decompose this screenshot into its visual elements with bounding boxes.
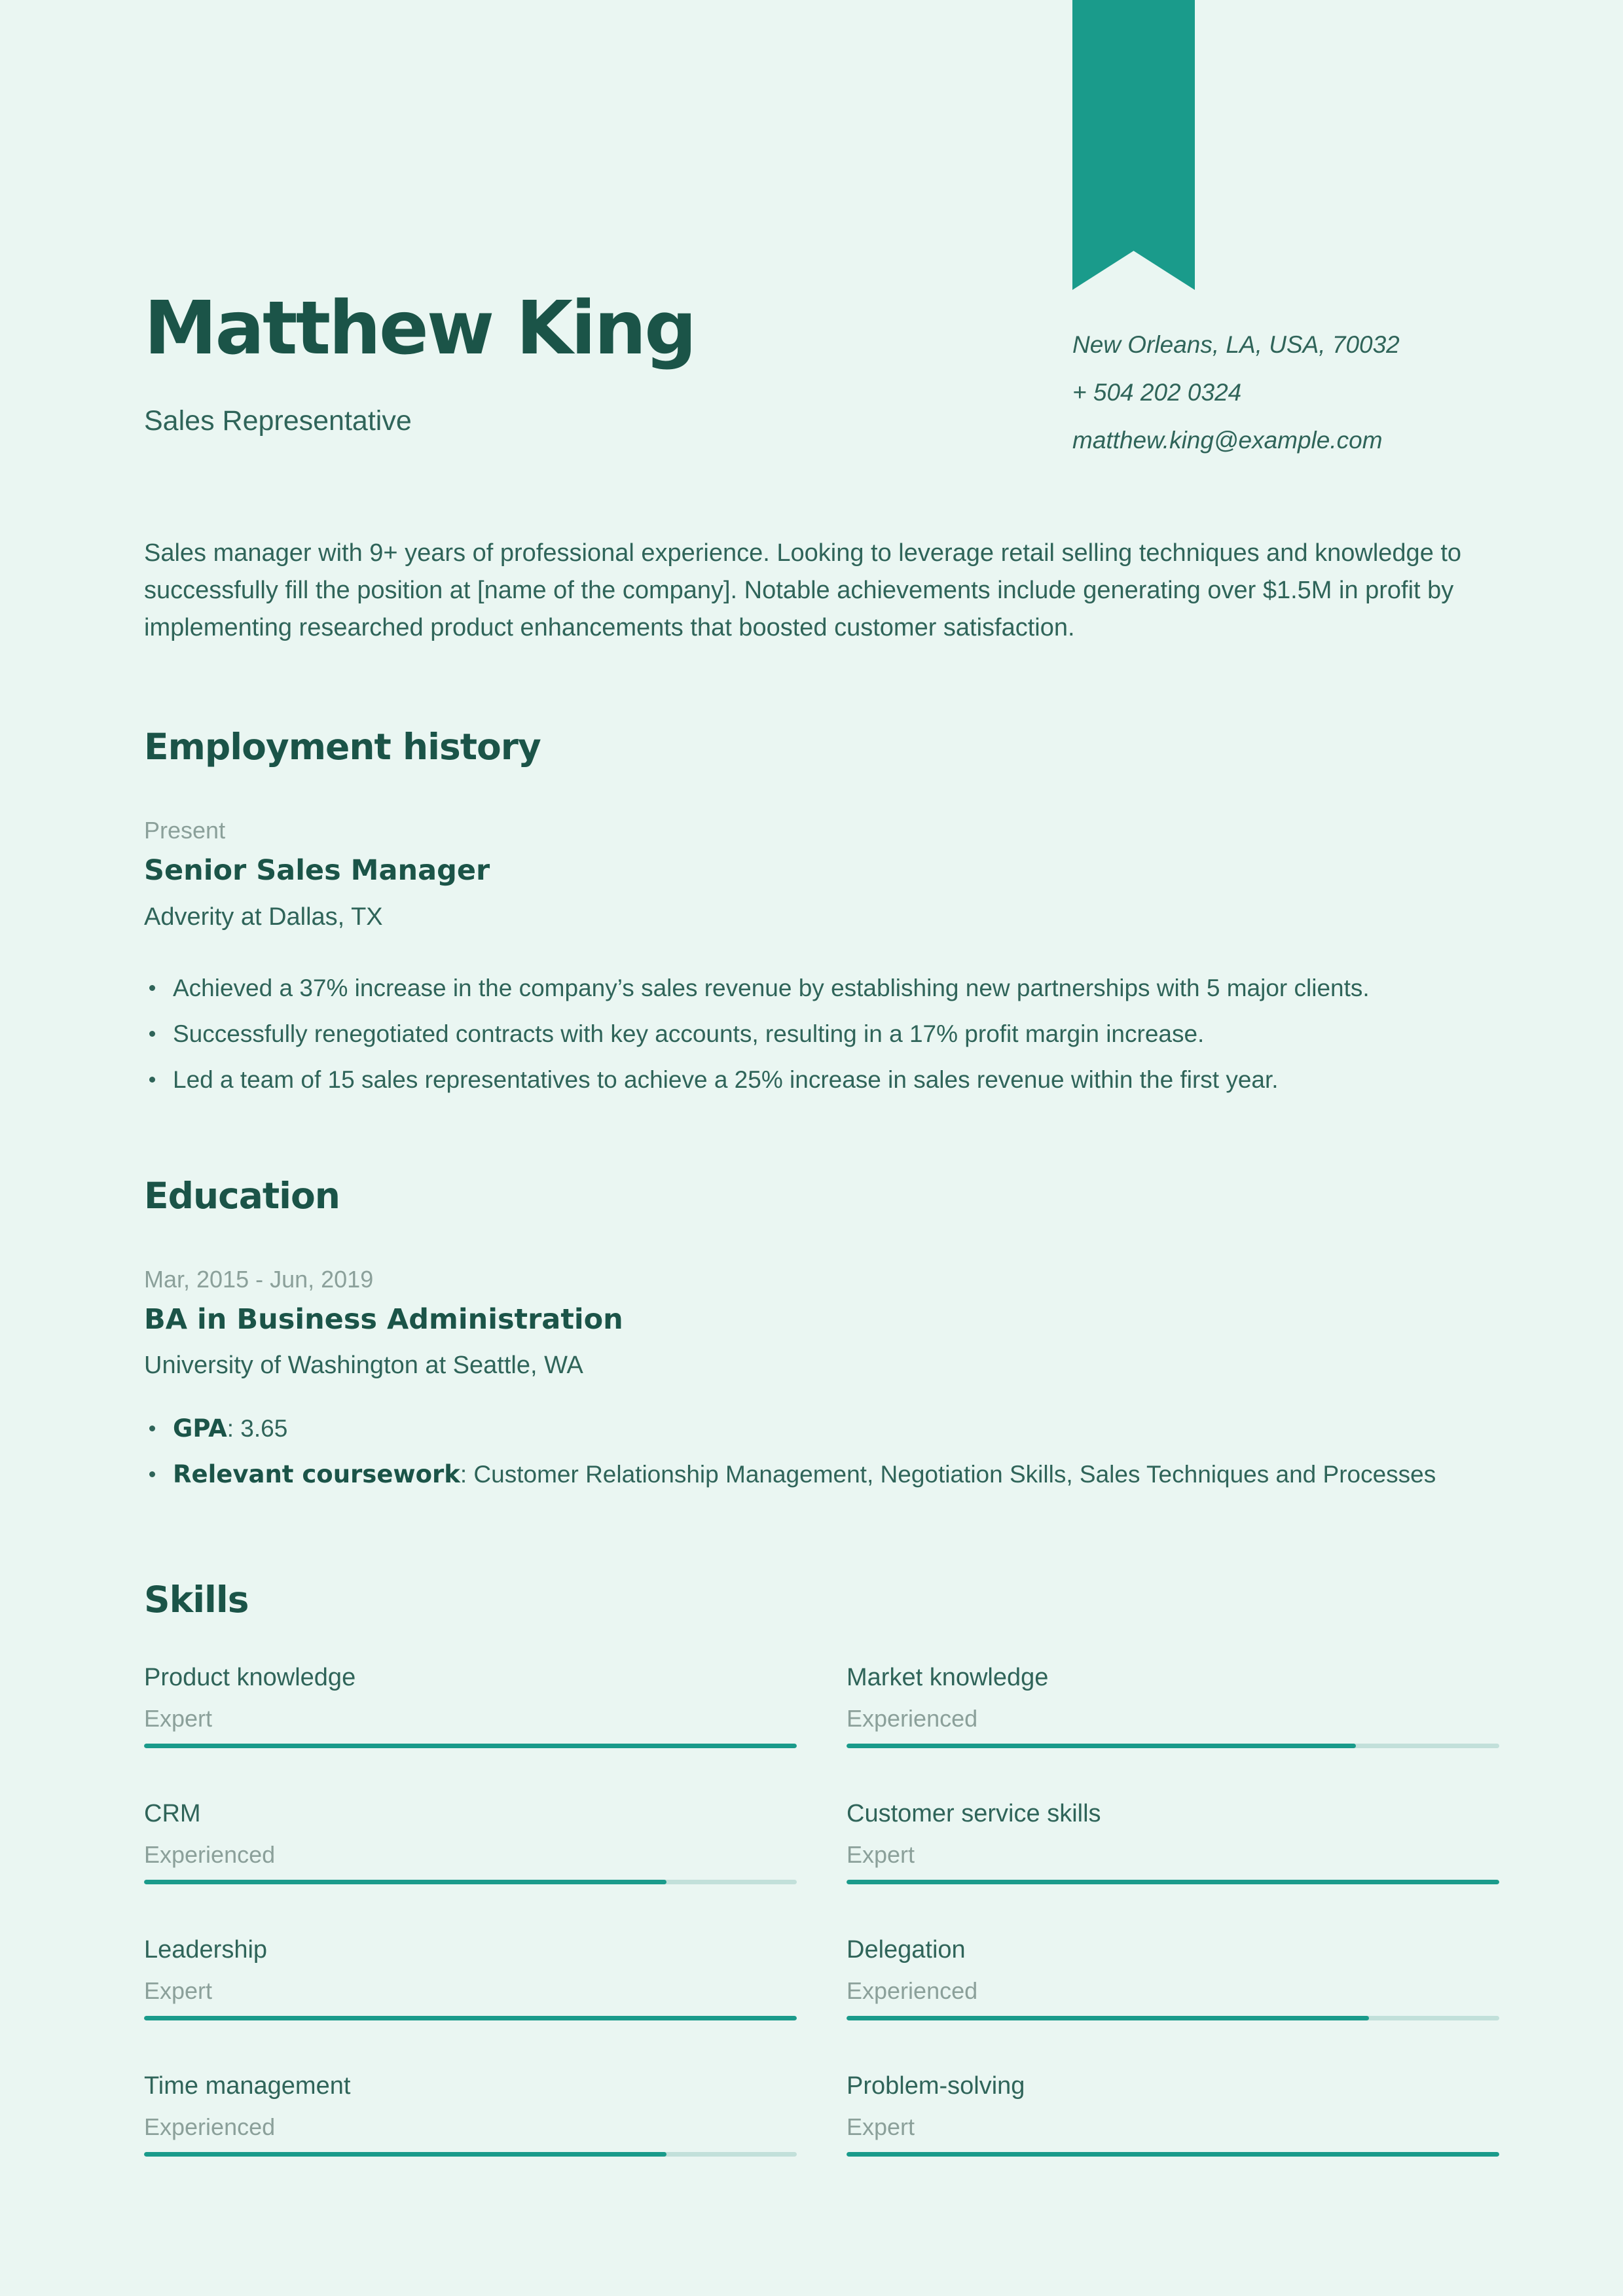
skill-level: Expert — [144, 1705, 213, 1732]
skill-item — [144, 1662, 797, 1748]
skill-progress-bar — [144, 2152, 797, 2157]
skill-progress-fill — [144, 1880, 666, 1884]
skill-level: Expert — [847, 2113, 915, 2141]
skill-progress-fill — [144, 2152, 666, 2157]
summary-text: Sales manager with 9+ years of professional experience. Looking to leverage retail selling techniques and knowledge to successfully fill the position at [name of the company]. Notable achievements include generating over $1.5M in profit by implementing researched product enhancements that boosted customer satisfaction. — [144, 539, 1462, 642]
employment-bullet: Achieved a 37% increase in the company’s sales revenue by establishing new partnerships with 5 major clients. — [144, 969, 1499, 1007]
skill-progress-fill — [847, 2152, 1499, 2157]
skill-progress-fill — [144, 2016, 797, 2020]
skill-name: Problem-solving — [847, 2072, 1025, 2100]
skill-progress-bar — [847, 2016, 1499, 2020]
employment-entry — [144, 816, 1499, 1098]
skills-section-heading: Skills — [144, 1579, 249, 1621]
education-bullet-list — [144, 1410, 1499, 1493]
contact-phone: + 504 202 0324 — [1072, 379, 1242, 406]
employment-role-title: Senior Sales Manager — [144, 854, 490, 888]
skill-item — [847, 1662, 1499, 1748]
skill-progress-bar — [847, 1744, 1499, 1748]
education-date-range: Mar, 2015 - Jun, 2019 — [144, 1265, 374, 1293]
skill-name: Market knowledge — [847, 1664, 1049, 1692]
skill-progress-bar — [144, 1880, 797, 1884]
skill-item — [144, 2070, 797, 2157]
skill-progress-fill — [847, 2016, 1369, 2020]
skill-progress-fill — [847, 1744, 1356, 1748]
job-title: Sales Representative — [144, 405, 412, 437]
education-school-location: University of Washington at Seattle, WA — [144, 1352, 583, 1380]
skill-item — [144, 1798, 797, 1884]
skill-level: Experienced — [847, 1705, 978, 1732]
person-name: Matthew King — [144, 286, 695, 371]
skill-level: Experienced — [144, 1841, 276, 1869]
coursework-value: : Customer Relationship Management, Negotiation Skills, Sales Techniques and Processes — [460, 1461, 1436, 1488]
education-bullet-gpa — [144, 1410, 1499, 1447]
skill-level: Experienced — [847, 1977, 978, 2005]
employment-date: Present — [144, 817, 226, 844]
employment-bullet: Successfully renegotiated contracts with key accounts, resulting in a 17% profit margin increase. — [144, 1015, 1499, 1052]
skill-item — [847, 1934, 1499, 2020]
employment-bullet-list — [144, 969, 1499, 1098]
contact-location: New Orleans, LA, USA, 70032 — [1072, 331, 1400, 358]
skill-item — [847, 1798, 1499, 1884]
education-section — [144, 1174, 1499, 1494]
education-section-heading: Education — [144, 1174, 340, 1217]
skill-name: Delegation — [847, 1936, 966, 1964]
coursework-label: Relevant coursework — [173, 1460, 460, 1489]
skills-section — [144, 1578, 1499, 2157]
skill-item — [847, 2070, 1499, 2157]
skill-progress-fill — [847, 1880, 1499, 1884]
employment-company-location: Adverity at Dallas, TX — [144, 903, 383, 931]
skill-level: Expert — [847, 1841, 915, 1869]
skill-level: Expert — [144, 1977, 213, 2005]
skill-level: Experienced — [144, 2113, 276, 2141]
skill-name: Time management — [144, 2072, 351, 2100]
skill-item — [144, 1934, 797, 2020]
skill-progress-bar — [847, 2152, 1499, 2157]
employment-section-heading: Employment history — [144, 726, 541, 768]
skill-progress-bar — [847, 1880, 1499, 1884]
gpa-label: GPA — [173, 1414, 227, 1443]
contact-block — [1072, 321, 1400, 464]
employment-history-section — [144, 725, 1499, 1098]
skill-progress-bar — [144, 2016, 797, 2020]
skill-name: Product knowledge — [144, 1664, 356, 1692]
education-degree-title: BA in Business Administration — [144, 1302, 623, 1336]
resume-header — [144, 0, 1499, 454]
skills-grid — [144, 1662, 1499, 2157]
skill-name: Customer service skills — [847, 1800, 1101, 1828]
education-bullet-coursework — [144, 1456, 1499, 1493]
skill-progress-bar — [144, 1744, 797, 1748]
skill-name: Leadership — [144, 1936, 268, 1964]
education-entry — [144, 1265, 1499, 1494]
skill-progress-fill — [144, 1744, 797, 1748]
skill-name: CRM — [144, 1800, 201, 1828]
gpa-value: : 3.65 — [227, 1415, 288, 1443]
contact-email: matthew.king@example.com — [1072, 427, 1383, 454]
employment-bullet: Led a team of 15 sales representatives to achieve a 25% increase in sales revenue within the first year. — [144, 1061, 1499, 1098]
